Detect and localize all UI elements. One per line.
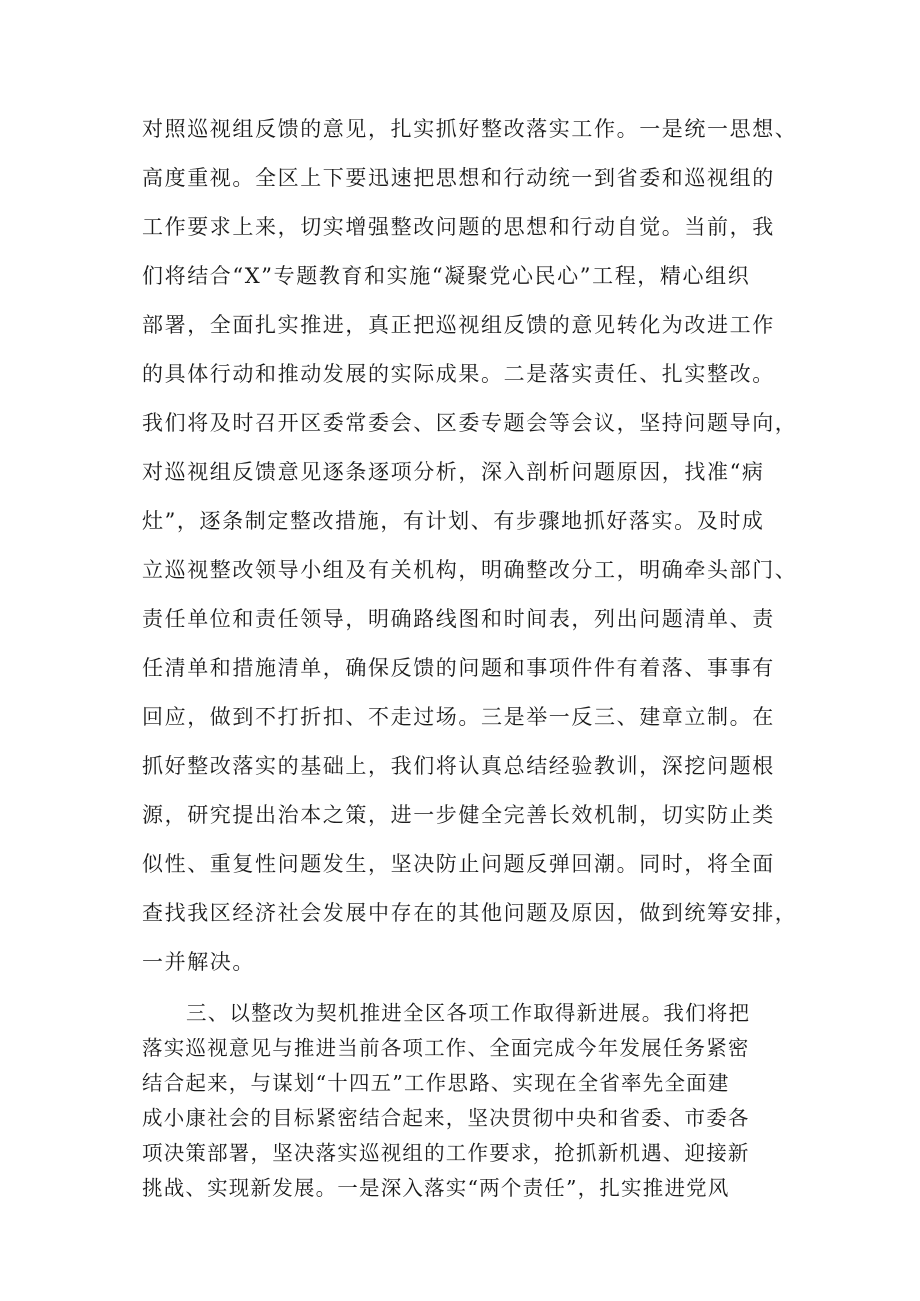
text-line: 工作要求上来，切实增强整改问题的思想和行动自觉。当前，我	[142, 215, 775, 239]
text-line: 成小康社会的目标紧密结合起来，坚决贯彻中央和省委、市委各	[142, 1106, 750, 1130]
text-line: 立巡视整改领导小组及有关机构，明确整改分工，明确牵头部门、	[142, 558, 798, 582]
text-line: 部署，全面扎实推进，真正把巡视组反馈的意见转化为改进工作	[142, 313, 775, 337]
text-line: 结合起来，与谋划“十四五”工作思路、实现在全省率先全面建	[142, 1071, 730, 1095]
text-line: 抓好整改落实的基础上，我们将认真总结经验教训，深挖问题根	[142, 754, 775, 778]
text-line: 对巡视组反馈意见逐条逐项分析，深入剖析问题原因，找准“病	[142, 460, 765, 484]
text-line: 责任单位和责任领导，明确路线图和时间表，列出问题清单、责	[142, 607, 775, 631]
text-line: 项决策部署，坚决落实巡视组的工作要求，抢抓新机遇、迎接新	[142, 1141, 750, 1165]
text-line: 我们将及时召开区委常委会、区委专题会等会议，坚持问题导向，	[142, 411, 798, 435]
text-line: 源，研究提出治本之策，进一步健全完善长效机制，切实防止类	[142, 803, 775, 827]
text-line: 回应，做到不打折扣、不走过场。三是举一反三、建章立制。在	[142, 705, 775, 729]
text-line: 们将结合“X”专题教育和实施“凝聚党心民心”工程，精心组织	[142, 264, 751, 288]
text-line: 挑战、实现新发展。一是深入落实“两个责任”，扎实推进党风	[142, 1176, 730, 1200]
text-line-indented: 三、以整改为契机推进全区各项工作取得新进展。我们将把	[186, 1001, 751, 1025]
text-line: 任清单和措施清单，确保反馈的问题和事项件件有着落、事事有	[142, 656, 775, 680]
text-line: 的具体行动和推动发展的实际成果。二是落实责任、扎实整改。	[142, 362, 775, 386]
text-line: 似性、重复性问题发生，坚决防止问题反弹回潮。同时，将全面	[142, 852, 775, 876]
text-line: 落实巡视意见与推进当前各项工作、全面完成今年发展任务紧密	[142, 1036, 750, 1060]
text-line: 一并解决。	[142, 950, 255, 974]
text-line: 高度重视。全区上下要迅速把思想和行动统一到省委和巡视组的	[142, 166, 775, 190]
text-line: 查找我区经济社会发展中存在的其他问题及原因，做到统筹安排，	[142, 901, 798, 925]
text-line: 灶”，逐条制定整改措施，有计划、有步骤地抓好落实。及时成	[142, 509, 765, 533]
text-line: 对照巡视组反馈的意见，扎实抓好整改落实工作。一是统一思想、	[142, 117, 798, 141]
